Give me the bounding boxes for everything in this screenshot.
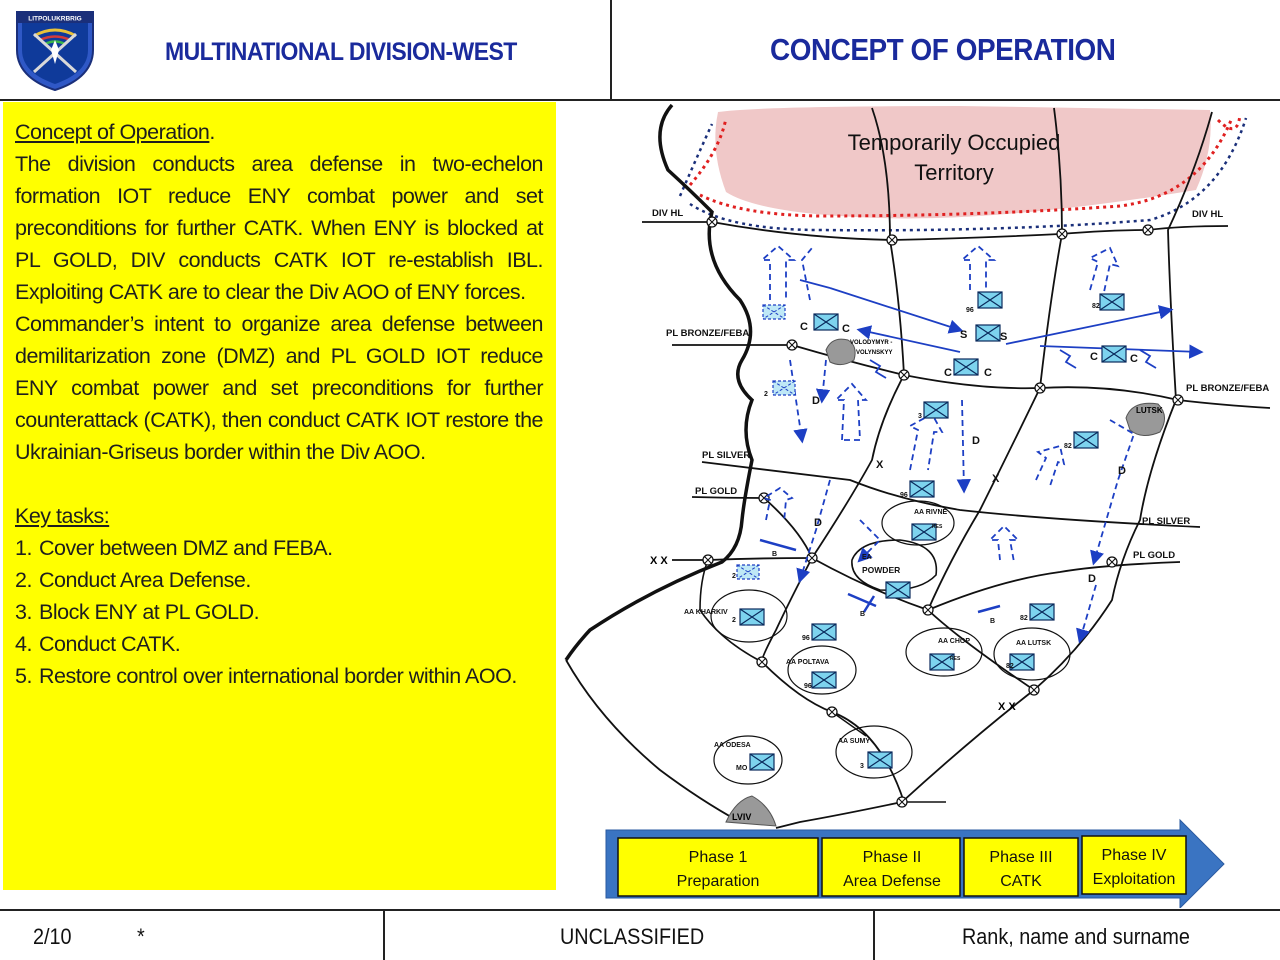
label-d: D: [1088, 573, 1096, 585]
city-lutsk: LUTSK: [1136, 406, 1163, 415]
phase-box: [618, 838, 818, 896]
key-task-item: 4. Conduct CATK.: [15, 632, 181, 656]
intent-paragraph: Commander’s intent to organize area defense between demilitarization zone (DMZ) and PL GOLD IOT reduce ENY combat power and set preconditions for further counterattack (CATK), then conduct CATK IOT restore the Ukrainian-Griseus border within the Div AOO.: [15, 312, 543, 464]
footer-marker: *: [137, 924, 145, 949]
pl-gold-right: PL GOLD: [1133, 550, 1176, 561]
phase-box: [1082, 836, 1186, 894]
occupied-label-line1: Temporarily Occupied: [847, 130, 1061, 155]
footer-divider: [383, 910, 385, 960]
city-lviv: LVIV: [732, 812, 752, 822]
phase-box: [964, 838, 1078, 896]
operations-map: [556, 100, 1280, 908]
key-task-item: 3. Block ENY at PL GOLD.: [15, 600, 260, 624]
pl-silver-right: PL SILVER: [1142, 516, 1191, 527]
svg-text:Area Defense: Area Defense: [843, 873, 941, 890]
pl-bronze-left: PL BRONZE/FEBA: [666, 328, 750, 339]
unit-82-label: 82: [1006, 663, 1014, 670]
unit-2-label: 2: [764, 391, 768, 398]
svg-text:Phase III: Phase III: [989, 849, 1053, 866]
concept-heading-tail: .: [209, 120, 215, 144]
ea-powder-label-1: EA: [862, 554, 872, 561]
footer-divider: [873, 910, 875, 960]
svg-text:Phase IV: Phase IV: [1101, 847, 1167, 864]
label-x: X: [876, 459, 884, 471]
ea-powder-label-2: POWDER: [862, 565, 901, 575]
unit-2-label: 2: [732, 573, 736, 580]
concept-heading: Concept of Operation: [15, 120, 210, 144]
label-c: C: [944, 367, 952, 379]
concept-text-panel: [3, 102, 556, 890]
key-task-item: 2. Conduct Area Defense.: [15, 568, 251, 592]
div-hl-left: DIV HL: [652, 208, 684, 219]
logo-text: LITPOLUKRBRIG: [28, 15, 82, 23]
label-s: S: [1000, 331, 1008, 343]
label-d: D: [972, 435, 980, 447]
unit-96-label: 96: [966, 307, 974, 314]
label-b: B: [860, 611, 866, 618]
concept-heading-line: [15, 116, 543, 148]
key-task-item: 5. Restore control over international border within AOO.: [15, 664, 517, 688]
unit-82-label: 82: [1020, 615, 1028, 622]
aa-poltava-label: AA POLTAVA: [786, 659, 830, 666]
signature-block: Rank, name and surname: [962, 924, 1190, 949]
division-title: MULTINATIONAL DIVISION-WEST: [165, 38, 517, 66]
unit-82-label: 82: [1064, 443, 1072, 450]
unit-3-label: 3: [918, 413, 922, 420]
aa-odesa-label: AA ODESA: [714, 742, 751, 749]
page-number: 2/10: [33, 924, 72, 949]
city-volodymyr-2: VOLYNSKYY: [856, 350, 893, 356]
unit-96-label: 96: [804, 683, 812, 690]
aa-sumy-label: AA SUMY: [838, 738, 871, 745]
xx-boundary-bottom: X X: [998, 701, 1016, 713]
aa-lutsk-label: AA LUTSK: [1016, 640, 1052, 647]
label-b: B: [990, 618, 996, 625]
svg-text:Phase II: Phase II: [862, 849, 922, 866]
label-c: C: [984, 367, 992, 379]
concept-paragraph: The division conducts area defense in two-echelon formation IOT reduce ENY combat power and set preconditions for further CATK. When ENY is blocked at PL GOLD, DIV conducts CATK IOT re-establish IBL. Exploiting CATK are to clear the Div AOO of ENY forces.: [15, 152, 543, 304]
label-c: C: [800, 321, 808, 333]
division-boundary: [566, 105, 752, 660]
key-task-item: 1. Cover between DMZ and FEBA.: [15, 536, 333, 560]
label-c: C: [1090, 351, 1098, 363]
unit-res-label: RES: [932, 524, 943, 530]
label-d: D: [1118, 465, 1126, 477]
page-title: CONCEPT OF OPERATION: [770, 32, 1116, 67]
footer-rule: [0, 909, 1280, 911]
aa-kharkiv-label: AA KHARKIV: [684, 609, 728, 616]
svg-text:Exploitation: Exploitation: [1092, 871, 1176, 888]
unit-82-label: 82: [1092, 303, 1100, 310]
key-tasks-heading: Key tasks:: [15, 504, 110, 528]
unit-2-label: 2: [732, 617, 736, 624]
pl-silver-left: PL SILVER: [702, 450, 751, 461]
svg-text:CATK: CATK: [1000, 873, 1042, 890]
pl-bronze-right: PL BRONZE/FEBA: [1186, 383, 1270, 394]
city-volodymyr-1: VOLODYMYR -: [850, 340, 893, 346]
label-d: D: [814, 517, 822, 529]
div-hl-right: DIV HL: [1192, 209, 1224, 220]
pl-gold-left: PL GOLD: [695, 486, 738, 497]
aa-chop-label: AA CHOP: [938, 638, 971, 645]
phase-box: [822, 838, 960, 896]
label-c: C: [1130, 353, 1138, 365]
unit-res-label: RES: [950, 656, 961, 662]
label-s: S: [960, 329, 968, 341]
label-d: D: [812, 395, 820, 407]
classification-label: UNCLASSIFIED: [560, 924, 705, 949]
svg-text:Preparation: Preparation: [676, 873, 760, 890]
unit-96-label: 96: [802, 635, 810, 642]
label-b: B: [772, 551, 778, 558]
unit-3-label: 3: [860, 763, 864, 770]
svg-text:Phase 1: Phase 1: [688, 849, 748, 866]
occupied-label-line2: Territory: [914, 160, 994, 185]
header-divider: [610, 0, 612, 100]
brigade-logo: [12, 6, 98, 92]
label-c: C: [842, 323, 850, 335]
unit-96-label: 96: [900, 492, 908, 499]
aa-rivne-label: AA RIVNE: [914, 509, 948, 516]
label-x: X: [992, 473, 1000, 485]
unit-mo-label: MO: [736, 765, 748, 772]
xx-boundary-left: X X: [650, 555, 668, 567]
